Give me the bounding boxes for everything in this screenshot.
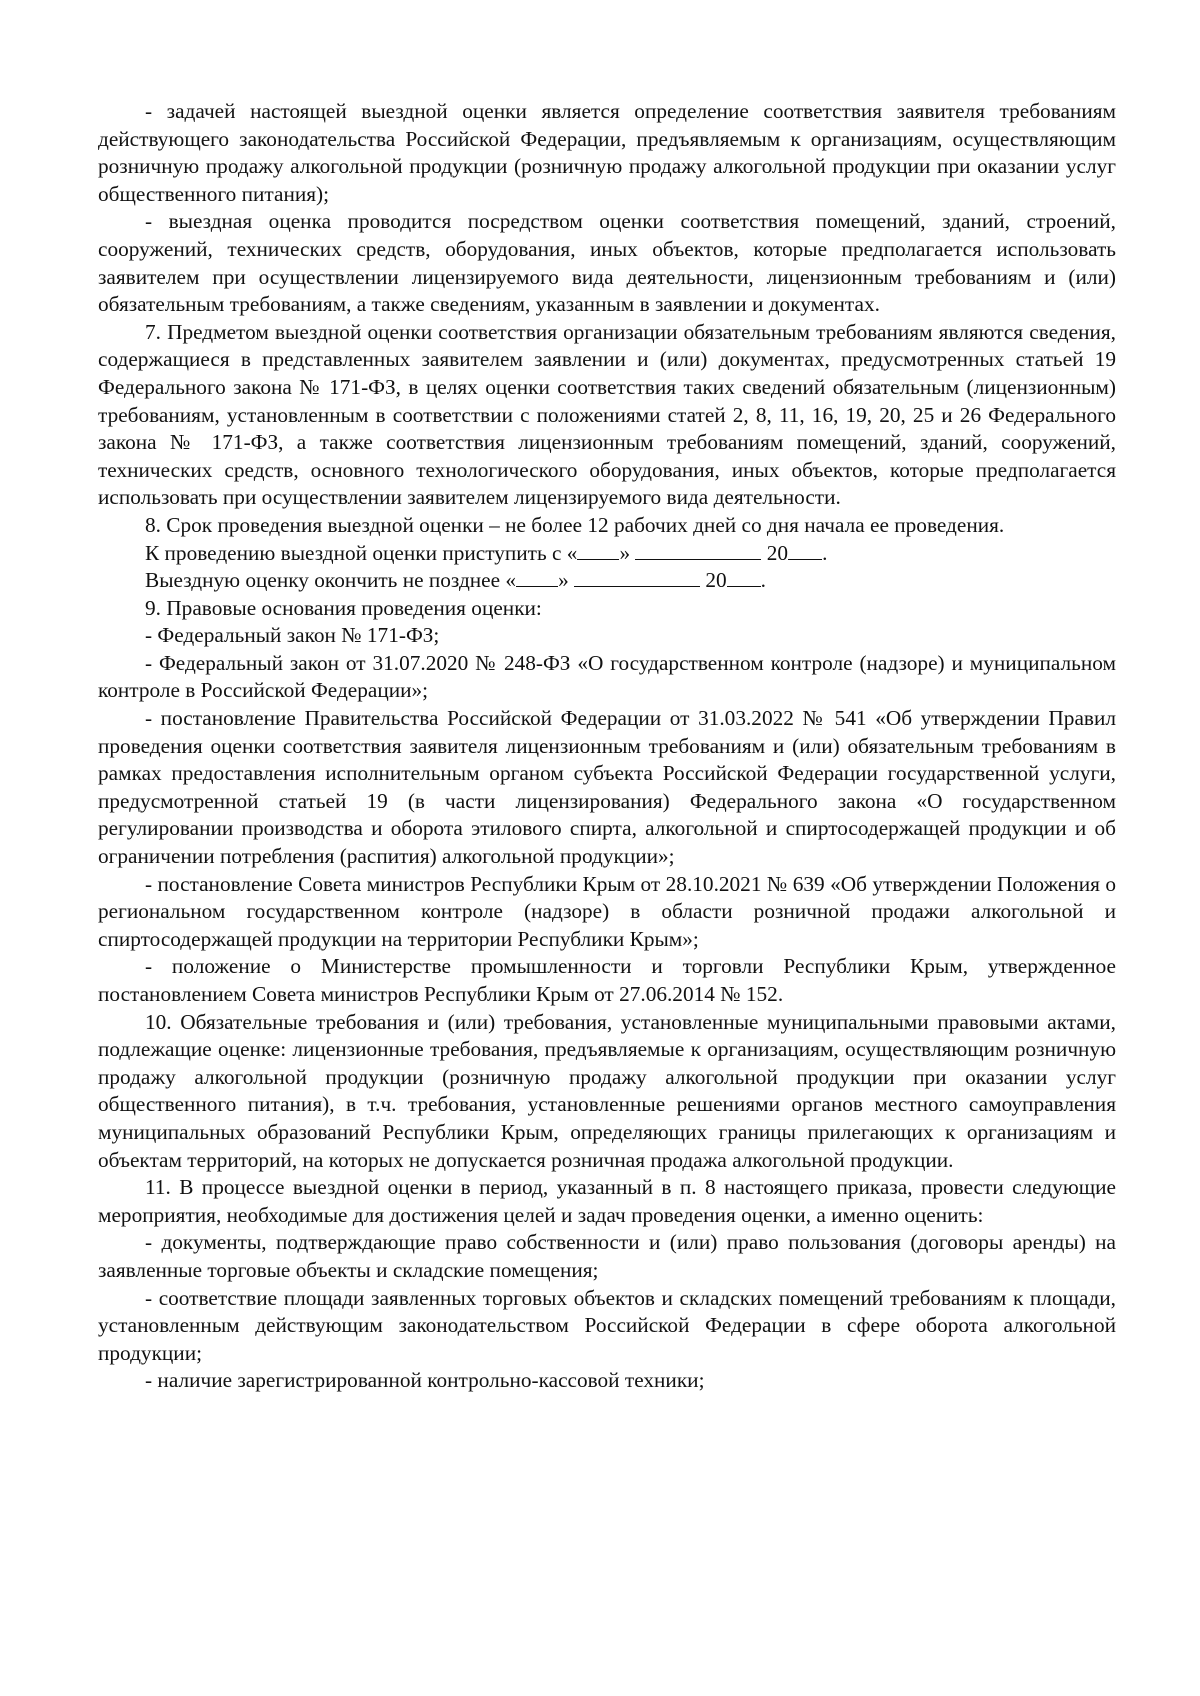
finish-month-blank[interactable]	[574, 568, 700, 587]
finish-date-quote-close: »	[558, 568, 569, 593]
list-item-law-171: - Федеральный закон № 171-ФЗ;	[145, 623, 440, 648]
list-item-ministry-regulation: - положение о Министерстве промышленности и торговли Республики Крым, утвержденное постановлением Совета министров Республики Крым от 27.06.2014 № 152.	[98, 954, 1116, 1006]
finish-date-line	[98, 567, 1116, 595]
paragraph-11-activities: 11. В процессе выездной оценки в период, указанный в п. 8 настоящего приказа, провести следующие мероприятия, необходимые для достижения целей и задач проведения оценки, а именно оценить:	[98, 1175, 1116, 1227]
paragraph-10-requirements: 10. Обязательные требования и (или) требования, установленные муниципальными правовыми актами, подлежащие оценке: лицензионные требования, предъявляемые к организациям, осуществляющим розничную продажу алкогольной продукции (розничную продажу алкогольной продукции при оказании услуг общественного питания), в т.ч. требования, установленные решениями органов местного самоуправления муниципальных образований Республики Крым, определяющих границы прилегающих к организациям и объектам территорий, на которых не допускается розничная продажа алкогольной продукции.	[98, 1009, 1116, 1172]
start-date-prefix: К проведению выездной оценки приступить с «	[145, 540, 578, 565]
paragraph-8-term: 8. Срок проведения выездной оценки – не более 12 рабочих дней со дня начала ее проведения.	[145, 512, 1005, 537]
finish-date-year: 20	[705, 568, 727, 593]
start-year-blank[interactable]	[788, 541, 822, 560]
list-item-cash-register: - наличие зарегистрированной контрольно-кассовой техники;	[145, 1368, 705, 1393]
paragraph-7-subject: 7. Предметом выездной оценки соответствия организации обязательным требованиям являются сведения, содержащиеся в представленных заявителем заявлении и (или) документах, предусмотренных статьей 19 Федерального закона № 171-ФЗ, в целях оценки соответствия таких сведений обязательным (лицензионным) требованиям, установленным в соответствии с положениями статей 2, 8, 11, 16, 19, 20, 25 и 26 Федерального закона № 171-ФЗ, а также соответствия лицензионным требованиям помещений, зданий, сооружений, технических средств, основного технологического оборудования, иных объектов, которые предполагается использовать при осуществлении заявителем лицензируемого вида деятельности.	[98, 319, 1116, 510]
finish-year-blank[interactable]	[727, 568, 761, 587]
start-date-quote-close: »	[619, 540, 631, 565]
finish-date-end: .	[760, 568, 766, 593]
list-item-resolution-639: - постановление Совета министров Республики Крым от 28.10.2021 № 639 «Об утверждении Положения о региональном государственном контроле (надзоре) в области розничной продажи алкогольной и спиртосодержащей продукции на территории Республики Крым»;	[98, 871, 1116, 951]
finish-date-prefix: Выездную оценку окончить не позднее «	[145, 568, 517, 593]
list-item-law-248: - Федеральный закон от 31.07.2020 № 248-ФЗ «О государственном контроле (надзоре) и муниципальном контроле в Российской Федерации»;	[98, 650, 1116, 703]
start-date-end: .	[822, 540, 828, 565]
list-item-ownership-documents: - документы, подтверждающие право собственности и (или) право пользования (договоры аренды) на заявленные торговые объекты и складские помещения;	[98, 1230, 1116, 1282]
paragraph-9-legal-grounds: 9. Правовые основания проведения оценки:	[145, 595, 542, 620]
paragraph-assessment-method: - выездная оценка проводится посредством оценки соответствия помещений, зданий, строений, сооружений, технических средств, оборудования, иных объектов, которые предполагается использовать заявителем при осуществлении лицензируемого вида деятельности, лицензионным требованиям и (или) обязательным требованиям, а также сведениям, указанным в заявлении и документах.	[98, 209, 1116, 317]
list-item-area-compliance: - соответствие площади заявленных торговых объектов и складских помещений требованиям к площади, установленным действующим законодательством Российской Федерации в сфере оборота алкогольной продукции;	[98, 1285, 1116, 1365]
start-date-line	[98, 540, 1116, 568]
start-month-blank[interactable]	[635, 541, 761, 560]
paragraph-task-goal: - задачей настоящей выездной оценки является определение соответствия заявителя требованиям действующего законодательства Российской Федерации, предъявляемым к организациям, осуществляющим розничную продажу алкогольной продукции (розничную продажу алкогольной продукции при оказании услуг общественного питания);	[98, 99, 1116, 206]
document-page	[98, 98, 1116, 1395]
finish-day-blank[interactable]	[516, 568, 558, 587]
start-day-blank[interactable]	[577, 541, 619, 560]
start-date-year: 20	[766, 540, 789, 565]
list-item-resolution-541: - постановление Правительства Российской Федерации от 31.03.2022 № 541 «Об утверждении Правил проведения оценки соответствия заявителя лицензионным требованиям и (или) обязательным требованиям в рамках предоставления исполнительным органом субъекта Российской Федерации государственной услуги, предусмотренной статьей 19 (в части лицензирования) Федерального закона «О государственном регулировании производства и оборота этилового спирта, алкогольной и спиртосодержащей продукции и об ограничении потребления (распития) алкогольной продукции»;	[98, 706, 1116, 869]
